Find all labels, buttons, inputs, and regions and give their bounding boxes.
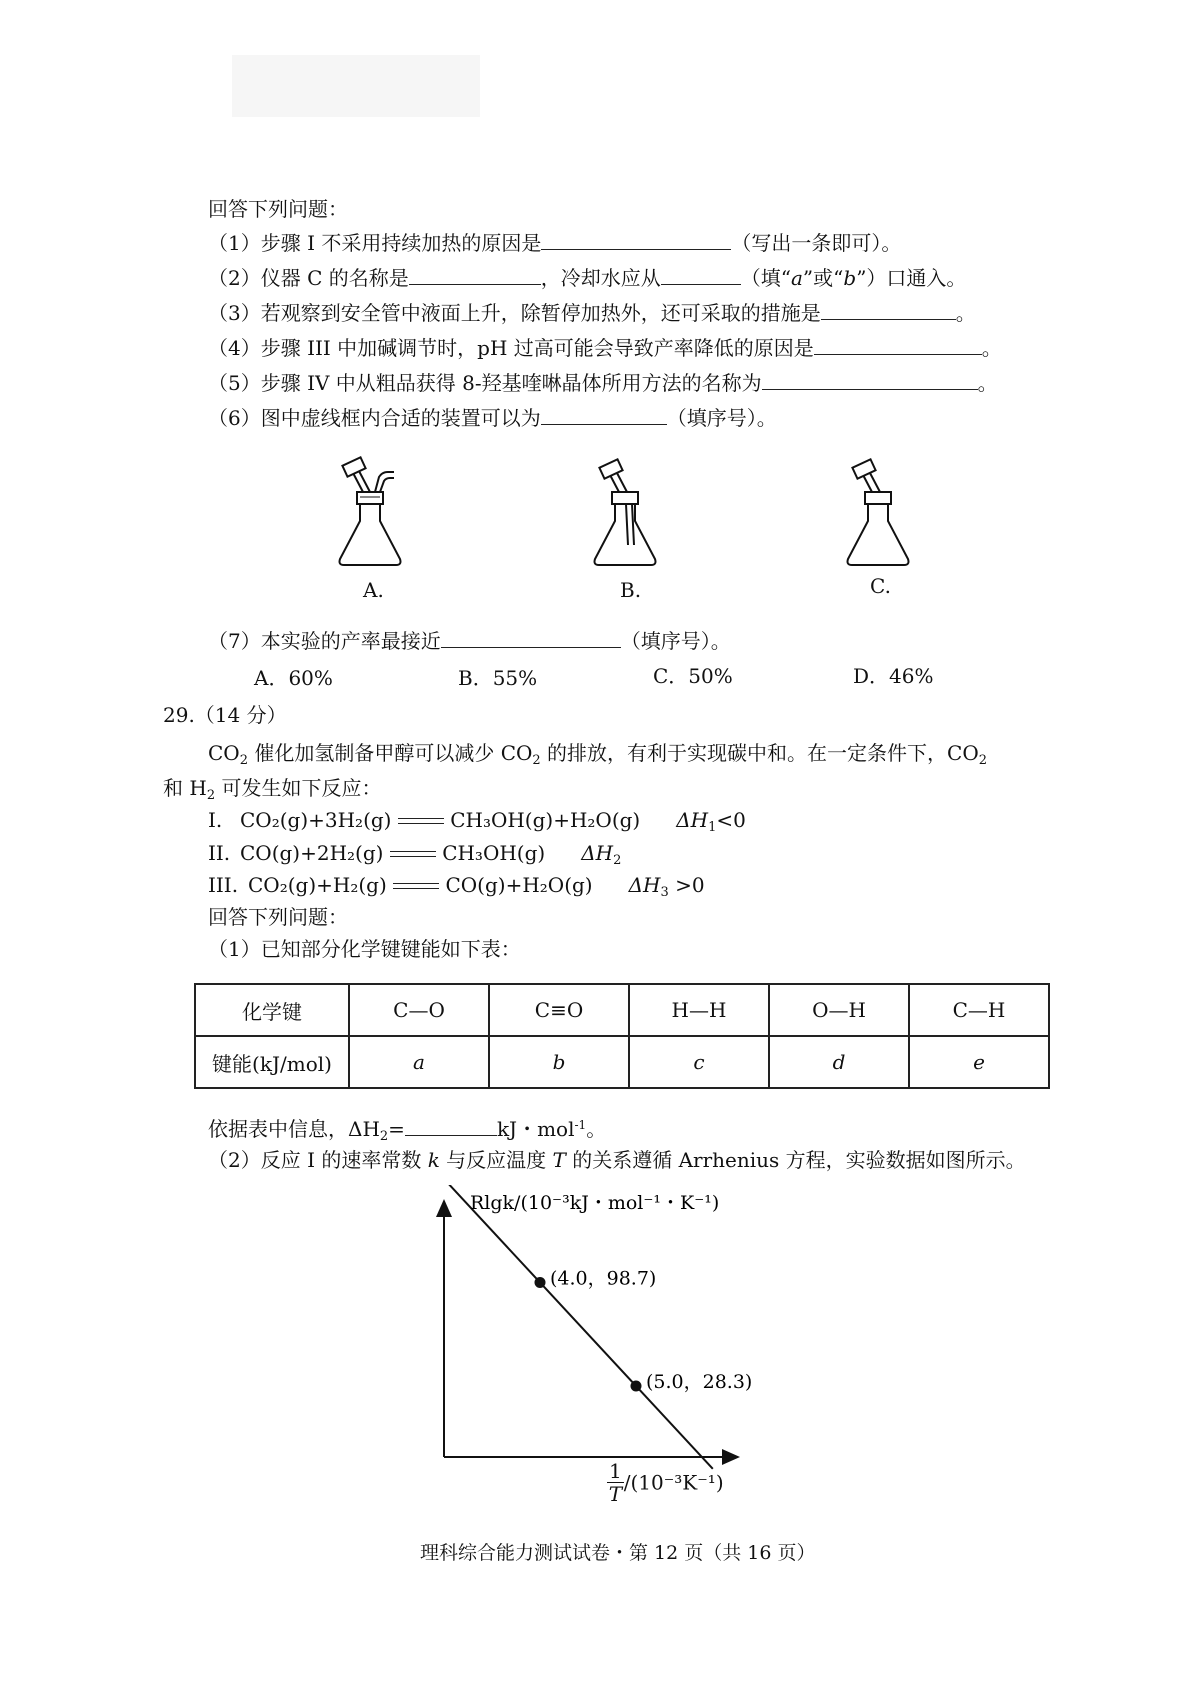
table-cell-value: e: [909, 1036, 1049, 1088]
scan-artifact: [232, 55, 480, 117]
option-b: B．55%: [458, 666, 538, 690]
flask-b-figure: [585, 455, 675, 570]
q29-subquestion-1: （1）已知部分化学键键能如下表：: [208, 937, 521, 961]
table-cell-value: a: [349, 1036, 489, 1088]
table-row-label: 键能(kJ/mol): [195, 1036, 349, 1088]
equilibrium-arrow-icon: [390, 848, 436, 862]
question-4: （4）步骤 III 中加碱调节时，pH 过高可能会导致产率降低的原因是 。: [208, 336, 1002, 360]
reaction-1: I. CO₂(g)+3H₂(g) CH₃OH(g)+H₂O(g) $\Delta H_1<0$: [208, 808, 746, 835]
q29-subquestion-2: （2）反应 I 的速率常数 k 与反应温度 T 的关系遵循 Arrhenius 方程，实验数据如图所示。: [208, 1148, 1026, 1172]
x-axis-label: $\frac{1}{T}$ /(10⁻³K⁻¹): [608, 1459, 724, 1506]
option-a: A．60%: [254, 666, 333, 690]
q29-subquestion-1b: 依据表中信息，$\Delta H_2=$ kJ・mol$^{-1}$。: [208, 1117, 607, 1144]
table-cell-value: c: [629, 1036, 769, 1088]
q29-intro-line-1: $CO_2$ 催化加氢制备甲醇可以减少 $CO_2$ 的排放，有利于实现碳中和。在一定条件下，$CO_2$: [208, 741, 988, 768]
intro-text: 回答下列问题：: [208, 197, 348, 221]
flask-a-figure: [330, 455, 420, 570]
question-2: （2）仪器 C 的名称是 ，冷却水应从 （填“a”或“b”）口通入。: [208, 266, 967, 290]
table-row: [195, 984, 1049, 1036]
answer-blank-dh2[interactable]: [405, 1117, 497, 1136]
table-cell-bond: O—H: [769, 984, 909, 1036]
table-cell-bond: C≡O: [489, 984, 629, 1036]
flask-label-a: A.: [363, 578, 384, 602]
option-c: C．50%: [653, 664, 733, 688]
flask-c-figure: [838, 455, 928, 570]
table-cell-value: d: [769, 1036, 909, 1088]
answer-blank-4[interactable]: [814, 336, 982, 355]
data-point: [535, 1277, 546, 1288]
data-point: [631, 1380, 642, 1391]
reaction-3: III. CO₂(g)+H₂(g) CO(g)+H₂O(g) $\Delta H_3 >0$: [208, 873, 705, 900]
table-cell-value: b: [489, 1036, 629, 1088]
q29-intro-line-3: 回答下列问题：: [208, 905, 348, 929]
q29-intro-line-2: 和 $H_2$ 可发生如下反应：: [163, 776, 382, 803]
flask-label-c: C.: [870, 574, 891, 598]
answer-blank-7[interactable]: [441, 629, 621, 648]
answer-blank-6[interactable]: [541, 406, 667, 425]
answer-blank-3[interactable]: [821, 301, 956, 320]
table-cell-bond: H—H: [629, 984, 769, 1036]
question-29-header: 29.（14 分）: [163, 703, 287, 727]
table-header-label: 化学键: [195, 984, 349, 1036]
table-cell-bond: C—H: [909, 984, 1049, 1036]
question-3: （3）若观察到安全管中液面上升，除暂停加热外，还可采取的措施是 。: [208, 301, 976, 325]
data-line: [444, 1185, 713, 1469]
question-6: （6）图中虚线框内合适的装置可以为 （填序号）。: [208, 406, 777, 430]
reaction-2: II. CO(g)+2H₂(g) CH₃OH(g) $\Delta H_2$: [208, 841, 622, 868]
question-5: （5）步骤 IV 中从粗品获得 8-羟基喹啉晶体所用方法的名称为 。: [208, 371, 998, 395]
data-label: (4.0，98.7): [550, 1267, 657, 1290]
bond-energy-table: [194, 983, 1050, 1089]
answer-blank-1[interactable]: [541, 231, 731, 250]
page-footer: 理科综合能力测试试卷・第 12 页（共 16 页）: [420, 1542, 816, 1564]
option-d: D．46%: [853, 664, 934, 688]
answer-blank-2b[interactable]: [661, 266, 741, 285]
answer-blank-5[interactable]: [762, 371, 978, 390]
flask-label-b: B.: [620, 578, 642, 602]
question-7: （7）本实验的产率最接近 （填序号）。: [208, 629, 731, 653]
table-cell-bond: C—O: [349, 984, 489, 1036]
equilibrium-arrow-icon: [393, 880, 439, 894]
equilibrium-arrow-icon: [398, 815, 444, 829]
y-axis-label: Rlgk/(10⁻³kJ・mol⁻¹・K⁻¹): [470, 1192, 720, 1214]
data-label: (5.0，28.3): [646, 1370, 753, 1393]
question-1: （1）步骤 I 不采用持续加热的原因是 （写出一条即可）。: [208, 231, 902, 255]
answer-blank-2a[interactable]: [409, 266, 541, 285]
table-row: [195, 1036, 1049, 1088]
